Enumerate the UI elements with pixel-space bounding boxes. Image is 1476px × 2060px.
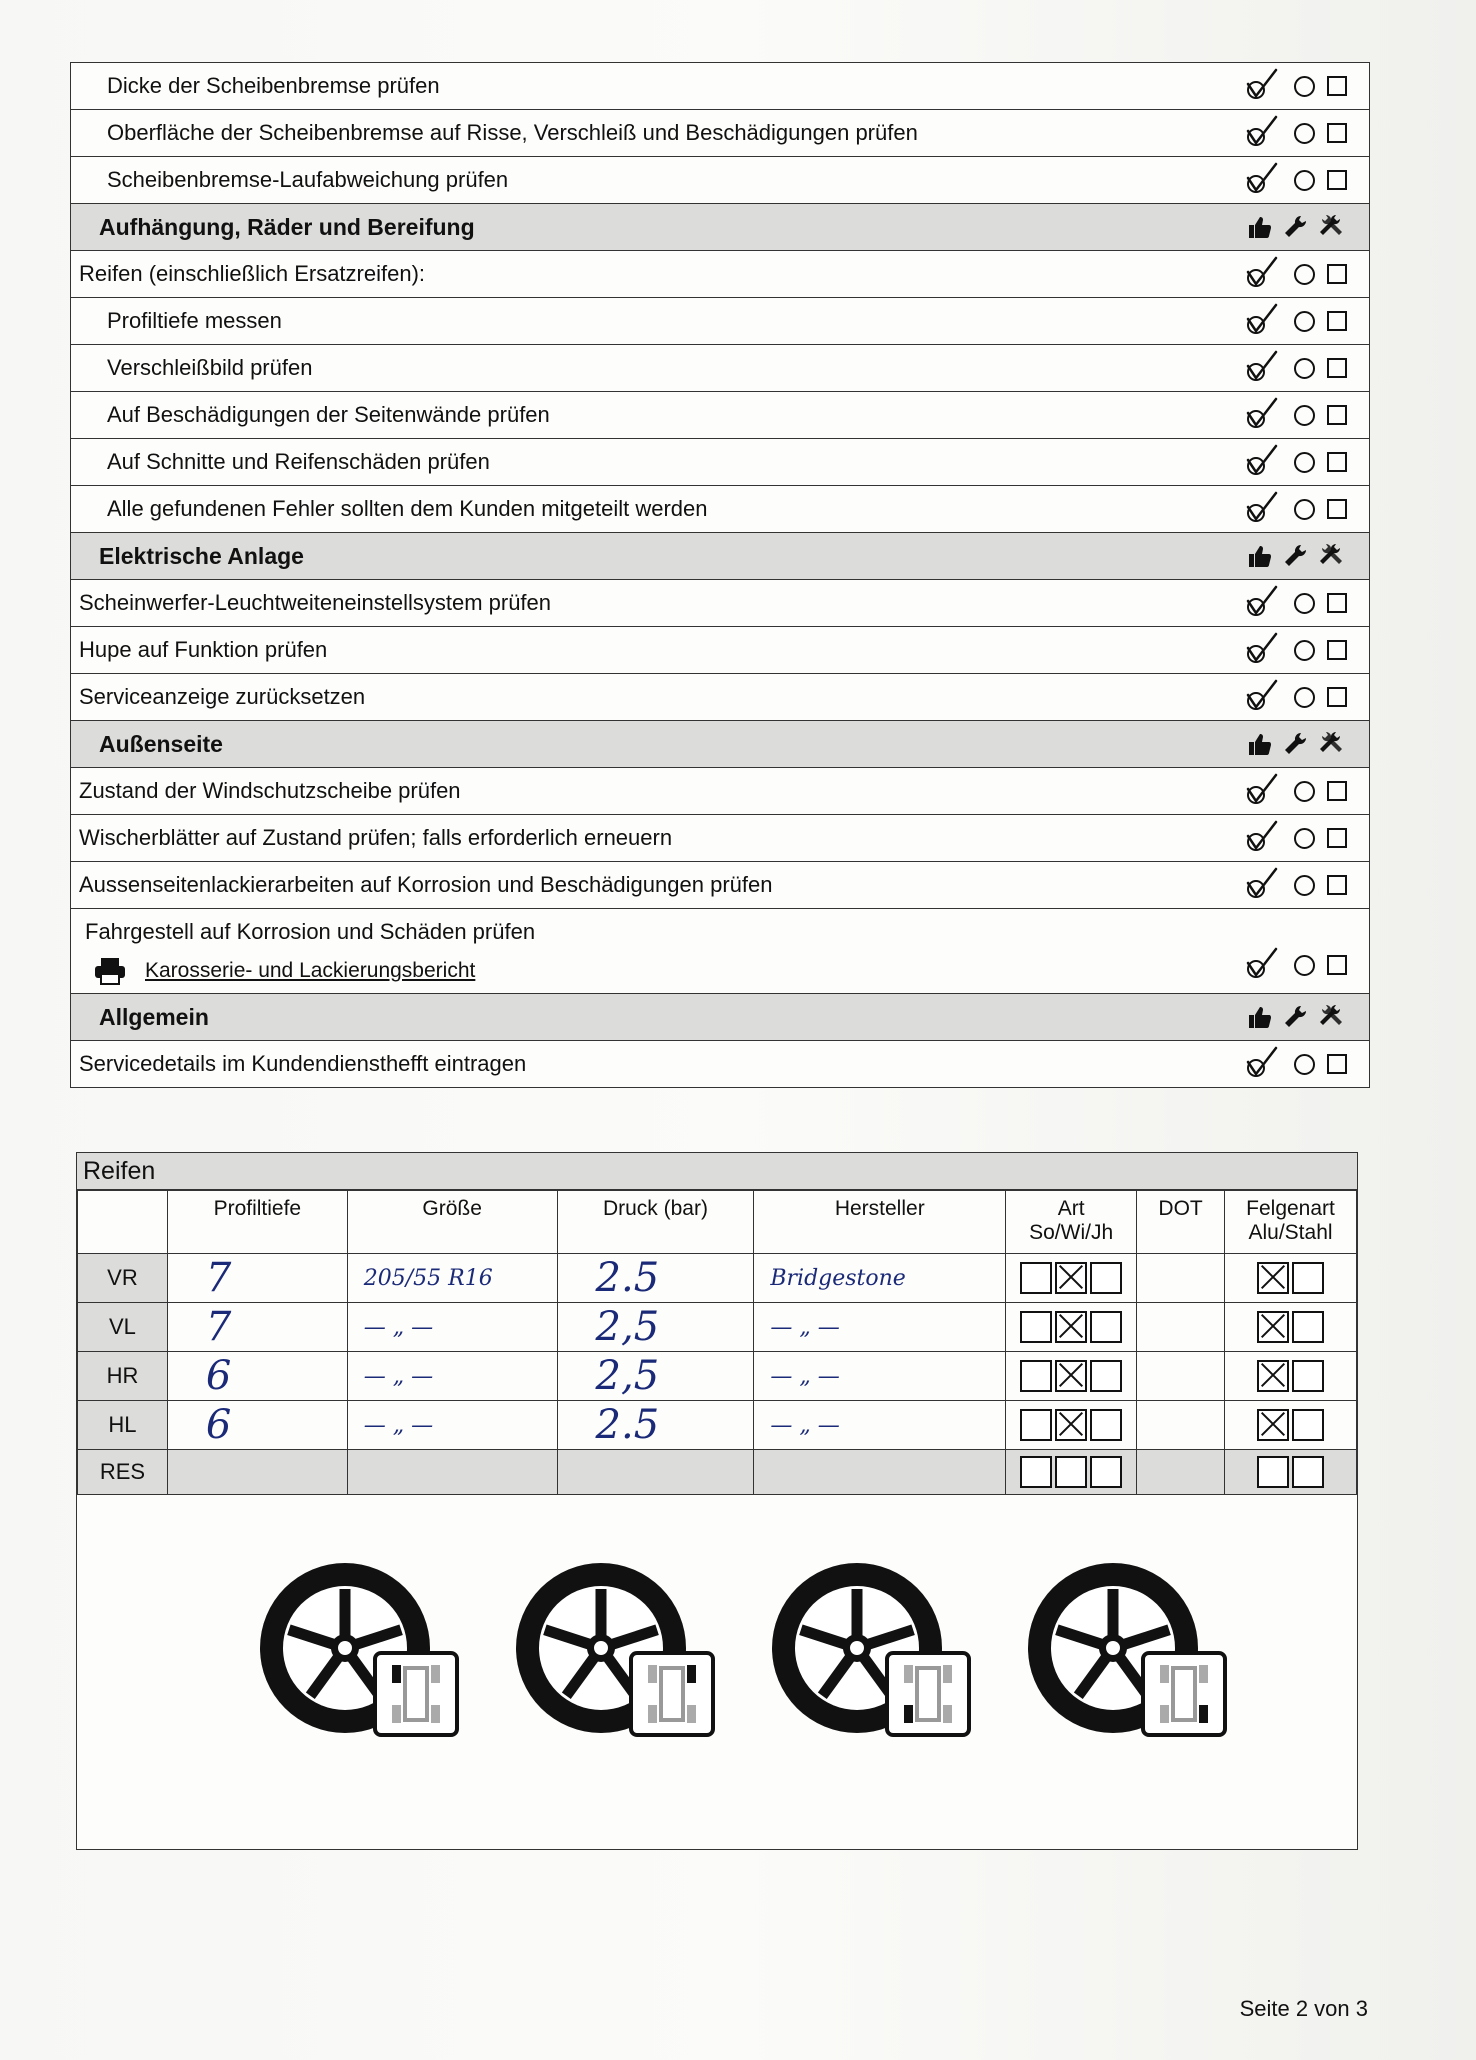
tyre-type-boxes (1007, 1360, 1135, 1392)
checklist-row (70, 909, 1370, 994)
checkmark-icon (1242, 348, 1282, 388)
tyre-size-value: — „ — (347, 1303, 557, 1352)
rating-icons (1245, 1003, 1345, 1031)
status-box[interactable] (1327, 687, 1347, 707)
checklist-item-label: Zustand der Windschutzscheibe prüfen (79, 778, 461, 803)
checklist-row (70, 392, 1370, 439)
section-header (70, 994, 1370, 1041)
checkbox[interactable] (1020, 1311, 1052, 1343)
manufacturer-value: — „ — (754, 1352, 1006, 1401)
service-checklist (70, 62, 1370, 1088)
checkbox[interactable] (1020, 1409, 1052, 1441)
wheel-icon (513, 1553, 723, 1743)
checkmark-icon (1242, 771, 1282, 811)
dot-value (1137, 1303, 1225, 1352)
checkmark-icon (1242, 442, 1282, 482)
tyre-column-header (78, 1191, 168, 1254)
status-box[interactable] (1327, 264, 1347, 284)
status-box[interactable] (1327, 781, 1347, 801)
status-box[interactable] (1327, 170, 1347, 190)
checkbox[interactable] (1020, 1360, 1052, 1392)
status-circle[interactable] (1294, 1054, 1315, 1075)
tyre-position: VL (78, 1303, 168, 1352)
status-options (1242, 771, 1347, 811)
checkmark-icon (1242, 1044, 1282, 1084)
status-options (1242, 442, 1347, 482)
tyre-column-header: Hersteller (754, 1191, 1006, 1254)
rating-icons (1245, 730, 1345, 758)
manufacturer-value: Bridgestone (754, 1254, 1006, 1303)
checklist-row (70, 674, 1370, 721)
checklist-item-label: Scheinwerfer-Leuchtweiteneinstellsystem prüfen (79, 590, 552, 615)
status-box[interactable] (1327, 1054, 1347, 1074)
checklist-row (70, 768, 1370, 815)
status-box[interactable] (1327, 358, 1347, 378)
status-circle[interactable] (1294, 311, 1315, 332)
status-options (1242, 395, 1347, 435)
checklist-item-label: Auf Schnitte und Reifenschäden prüfen (107, 449, 490, 474)
tyre-column-header: Felgenart Alu/Stahl (1225, 1191, 1357, 1254)
status-circle[interactable] (1294, 640, 1315, 661)
tyre-type-boxes (1007, 1456, 1135, 1488)
status-circle[interactable] (1294, 76, 1315, 97)
pressure-value: 2,5 (557, 1303, 754, 1352)
status-circle[interactable] (1294, 123, 1315, 144)
status-circle[interactable] (1294, 452, 1315, 473)
wheel-icon (769, 1553, 979, 1743)
wheel-diagram-row (257, 1553, 1235, 1743)
checkbox[interactable] (1020, 1456, 1052, 1488)
tyre-column-header: Größe (347, 1191, 557, 1254)
checklist-item-label: Scheibenbremse-Laufabweichung prüfen (107, 167, 509, 192)
checkbox[interactable] (1292, 1409, 1324, 1441)
checkmark-icon (1242, 254, 1282, 294)
pressure-value: 2.5 (557, 1401, 754, 1450)
checklist-item-label: Servicedetails im Kundendiensthefft eintragen (79, 1051, 527, 1076)
checkbox[interactable] (1020, 1262, 1052, 1294)
checkbox[interactable] (1257, 1456, 1289, 1488)
manufacturer-value: — „ — (754, 1303, 1006, 1352)
rim-type-boxes (1226, 1409, 1355, 1441)
dot-value (1137, 1254, 1225, 1303)
manufacturer-value (754, 1450, 1006, 1495)
tyre-size-value: — „ — (347, 1352, 557, 1401)
tyre-type-boxes (1007, 1262, 1135, 1294)
report-link-label: Karosserie- und Lackierungsbericht (145, 959, 476, 982)
checklist-row (70, 862, 1370, 909)
manufacturer-value: — „ — (754, 1401, 1006, 1450)
section-header (70, 533, 1370, 580)
status-circle[interactable] (1294, 828, 1315, 849)
checkbox[interactable] (1090, 1262, 1122, 1294)
body-report-link[interactable] (93, 957, 475, 985)
tread-depth-value: 7 (167, 1303, 347, 1352)
tyre-column-header: Druck (bar) (557, 1191, 754, 1254)
status-box[interactable] (1327, 640, 1347, 660)
status-options (1242, 301, 1347, 341)
status-box[interactable] (1327, 405, 1347, 425)
status-circle[interactable] (1294, 358, 1315, 379)
checklist-row (70, 627, 1370, 674)
checkmark-icon (1242, 677, 1282, 717)
status-options (1242, 865, 1347, 905)
status-box[interactable] (1327, 875, 1347, 895)
thumbs-up-icon (1245, 730, 1273, 758)
status-options (1242, 489, 1347, 529)
checklist-row (70, 251, 1370, 298)
rim-type-boxes (1226, 1360, 1355, 1392)
checklist-item-label: Verschleißbild prüfen (107, 355, 313, 380)
checklist-item-label: Reifen (einschließlich Ersatzreifen): (79, 261, 426, 286)
checklist-row (70, 110, 1370, 157)
double-wrench-icon (1317, 730, 1345, 758)
section-title: Außenseite (99, 730, 223, 757)
dot-value (1137, 1401, 1225, 1450)
checkmark-icon (1242, 160, 1282, 200)
checklist-item-label: Wischerblätter auf Zustand prüfen; falls erforderlich erneuern (79, 825, 673, 850)
checkbox[interactable] (1090, 1456, 1122, 1488)
status-box[interactable] (1327, 76, 1347, 96)
status-circle[interactable] (1294, 405, 1315, 426)
checklist-row (70, 62, 1370, 110)
status-box[interactable] (1327, 828, 1347, 848)
checkbox[interactable] (1292, 1360, 1324, 1392)
status-options (1242, 630, 1347, 670)
tyre-type-boxes (1007, 1311, 1135, 1343)
checklist-item-label: Hupe auf Funktion prüfen (79, 637, 328, 662)
tread-depth-value: 6 (167, 1401, 347, 1450)
checkmark-icon (1242, 865, 1282, 905)
tyre-row (78, 1401, 1357, 1450)
status-options (1242, 113, 1347, 153)
tyre-position: VR (78, 1254, 168, 1303)
checklist-row (70, 345, 1370, 392)
status-options (1242, 677, 1347, 717)
checkbox[interactable] (1257, 1311, 1289, 1343)
status-options (1242, 945, 1347, 985)
wrench-icon (1281, 1003, 1309, 1031)
tyre-row (78, 1450, 1357, 1495)
checkmark-icon (1242, 630, 1282, 670)
status-circle[interactable] (1294, 687, 1315, 708)
status-circle[interactable] (1294, 875, 1315, 896)
status-circle[interactable] (1294, 593, 1315, 614)
rim-type-boxes (1226, 1311, 1355, 1343)
tread-depth-value (167, 1450, 347, 1495)
wrench-icon (1281, 730, 1309, 758)
rim-type-boxes (1226, 1456, 1355, 1488)
tyre-type-boxes (1007, 1409, 1135, 1441)
thumbs-up-icon (1245, 1003, 1273, 1031)
section-header (70, 721, 1370, 768)
checkbox[interactable] (1090, 1360, 1122, 1392)
checkbox[interactable] (1292, 1456, 1324, 1488)
double-wrench-icon (1317, 1003, 1345, 1031)
checklist-row (70, 439, 1370, 486)
status-options (1242, 160, 1347, 200)
status-box[interactable] (1327, 955, 1347, 975)
checkbox[interactable] (1257, 1360, 1289, 1392)
section-title: Elektrische Anlage (99, 542, 304, 569)
checklist-item-label: Aussenseitenlackierarbeiten auf Korrosion und Beschädigungen prüfen (79, 872, 773, 897)
checklist-row (70, 486, 1370, 533)
checkmark-icon (1242, 113, 1282, 153)
rim-type-boxes (1226, 1262, 1355, 1294)
tyre-column-header: DOT (1137, 1191, 1225, 1254)
checklist-row (70, 298, 1370, 345)
checklist-item-label: Fahrgestell auf Korrosion und Schäden prüfen (85, 919, 536, 944)
checklist-item-label: Auf Beschädigungen der Seitenwände prüfen (107, 402, 550, 427)
checkmark-icon (1242, 301, 1282, 341)
printer-icon (93, 957, 127, 985)
tyre-row (78, 1254, 1357, 1303)
checkbox[interactable] (1257, 1409, 1289, 1441)
wrench-icon (1281, 542, 1309, 570)
double-wrench-icon (1317, 542, 1345, 570)
checkmark-icon (1242, 489, 1282, 529)
tyre-size-value: — „ — (347, 1401, 557, 1450)
section-header (70, 204, 1370, 251)
tread-depth-value: 7 (167, 1254, 347, 1303)
status-options (1242, 583, 1347, 623)
checklist-row (70, 815, 1370, 862)
checkbox[interactable] (1090, 1409, 1122, 1441)
checkbox[interactable] (1055, 1311, 1087, 1343)
tread-depth-value: 6 (167, 1352, 347, 1401)
status-box[interactable] (1327, 499, 1347, 519)
tyre-size-value: 205/55 R16 (347, 1254, 557, 1303)
status-options (1242, 66, 1347, 106)
wheel-icon (257, 1553, 467, 1743)
status-circle[interactable] (1294, 955, 1315, 976)
checklist-row (70, 580, 1370, 627)
checkbox[interactable] (1055, 1360, 1087, 1392)
double-wrench-icon (1317, 213, 1345, 241)
status-box[interactable] (1327, 123, 1347, 143)
checkbox[interactable] (1292, 1262, 1324, 1294)
checklist-item-label: Alle gefundenen Fehler sollten dem Kunden mitgeteilt werden (107, 496, 708, 521)
thumbs-up-icon (1245, 542, 1273, 570)
tyre-column-header: Art So/Wi/Jh (1006, 1191, 1137, 1254)
status-box[interactable] (1327, 311, 1347, 331)
wrench-icon (1281, 213, 1309, 241)
status-circle[interactable] (1294, 499, 1315, 520)
tyre-position: HR (78, 1352, 168, 1401)
tyre-size-value (347, 1450, 557, 1495)
thumbs-up-icon (1245, 213, 1273, 241)
status-box[interactable] (1327, 452, 1347, 472)
tyre-position: HL (78, 1401, 168, 1450)
dot-value (1137, 1352, 1225, 1401)
checkbox[interactable] (1055, 1262, 1087, 1294)
tyre-position: RES (78, 1450, 168, 1495)
checklist-row (70, 157, 1370, 204)
pressure-value: 2,5 (557, 1352, 754, 1401)
section-title: Aufhängung, Räder und Bereifung (99, 213, 475, 240)
checkmark-icon (1242, 583, 1282, 623)
checklist-row (70, 1041, 1370, 1088)
status-options (1242, 818, 1347, 858)
page-number: Seite 2 von 3 (1239, 1996, 1368, 2021)
status-options (1242, 254, 1347, 294)
checkmark-icon (1242, 818, 1282, 858)
checkbox[interactable] (1292, 1311, 1324, 1343)
pressure-value: 2.5 (557, 1254, 754, 1303)
pressure-value (557, 1450, 754, 1495)
checkbox[interactable] (1090, 1311, 1122, 1343)
tyre-table-section (76, 1152, 1358, 1850)
checklist-item-label: Dicke der Scheibenbremse prüfen (107, 73, 440, 98)
dot-value (1137, 1450, 1225, 1495)
checkmark-icon (1242, 66, 1282, 106)
status-circle[interactable] (1294, 170, 1315, 191)
tyre-column-header: Profiltiefe (167, 1191, 347, 1254)
section-title: Allgemein (99, 1003, 209, 1030)
checkmark-icon (1242, 945, 1282, 985)
status-options (1242, 1044, 1347, 1084)
checklist-item-label: Profiltiefe messen (107, 308, 282, 333)
checkbox[interactable] (1055, 1456, 1087, 1488)
tyre-section-title: Reifen (77, 1153, 1357, 1190)
status-circle[interactable] (1294, 781, 1315, 802)
status-box[interactable] (1327, 593, 1347, 613)
wheel-icon (1025, 1553, 1235, 1743)
rating-icons (1245, 542, 1345, 570)
tyre-row (78, 1303, 1357, 1352)
tyre-table (77, 1190, 1357, 1495)
checklist-item-label: Oberfläche der Scheibenbremse auf Risse, Verschleiß und Beschädigungen prüfen (107, 120, 918, 145)
status-circle[interactable] (1294, 264, 1315, 285)
checklist-item-label: Serviceanzeige zurücksetzen (79, 684, 366, 709)
checkbox[interactable] (1257, 1262, 1289, 1294)
rating-icons (1245, 213, 1345, 241)
checkmark-icon (1242, 395, 1282, 435)
checkbox[interactable] (1055, 1409, 1087, 1441)
status-options (1242, 348, 1347, 388)
tyre-row (78, 1352, 1357, 1401)
